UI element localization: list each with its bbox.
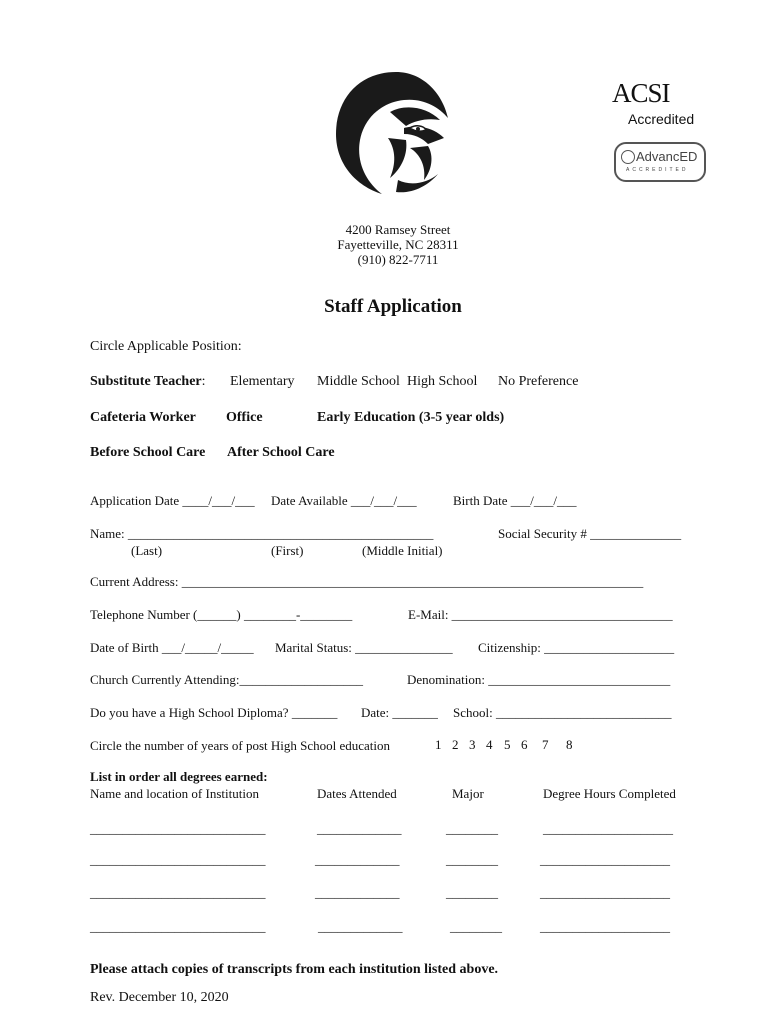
diploma-date-field[interactable]: Date: _______ bbox=[361, 705, 438, 720]
address-phone: (910) 822-7711 bbox=[357, 252, 439, 267]
school-field[interactable]: School: ___________________________ bbox=[453, 705, 672, 720]
col-dates-header: Dates Attended bbox=[317, 786, 397, 801]
option-after-school-care: After School Care bbox=[227, 445, 335, 460]
degree-row-3-hours[interactable]: ____________________ bbox=[540, 885, 670, 900]
degree-row-1-institution[interactable]: ___________________________ bbox=[90, 821, 266, 836]
denomination-field[interactable]: Denomination: ____________________________ bbox=[407, 672, 671, 687]
name-field[interactable]: Name: _______________________________________________ bbox=[90, 526, 434, 541]
diploma-field[interactable]: Do you have a High School Diploma? _______ bbox=[90, 705, 338, 720]
substitute-teacher-label: Substitute Teacher: bbox=[90, 374, 206, 389]
degree-row-4-hours[interactable]: ____________________ bbox=[540, 919, 670, 934]
name-middle-label: (Middle Initial) bbox=[362, 543, 443, 558]
address-street: 4200 Ramsey Street bbox=[345, 222, 451, 237]
degree-row-4-major[interactable]: ________ bbox=[450, 919, 502, 934]
circle-position-label: Circle Applicable Position: bbox=[90, 339, 242, 354]
name-last-label: (Last) bbox=[131, 543, 163, 558]
degree-row-1-dates[interactable]: _____________ bbox=[317, 821, 402, 836]
dob-field[interactable]: Date of Birth ___/_____/_____ bbox=[90, 640, 254, 655]
eagle-logo bbox=[330, 68, 462, 200]
transcripts-note: Please attach copies of transcripts from each institution listed above. bbox=[90, 962, 499, 977]
option-cafeteria-worker: Cafeteria Worker bbox=[90, 410, 196, 425]
date-available-field[interactable]: Date Available ___/___/___ bbox=[271, 493, 417, 508]
name-first-label: (First) bbox=[271, 543, 304, 558]
year-option-6[interactable]: 6 bbox=[521, 737, 528, 752]
acsi-accredited-label: Accredited bbox=[628, 111, 695, 127]
degree-row-2-hours[interactable]: ____________________ bbox=[540, 852, 670, 867]
col-hours-header: Degree Hours Completed bbox=[543, 786, 676, 801]
option-early-education: Early Education (3-5 year olds) bbox=[317, 410, 505, 425]
church-field[interactable]: Church Currently Attending:___________________ bbox=[90, 672, 363, 687]
degree-row-4-institution[interactable]: ___________________________ bbox=[90, 919, 266, 934]
advanced-wordmark: AdvancED bbox=[636, 149, 698, 164]
email-field[interactable]: E-Mail: __________________________________ bbox=[408, 607, 673, 622]
degree-row-1-major[interactable]: ________ bbox=[446, 821, 498, 836]
year-option-2[interactable]: 2 bbox=[452, 737, 459, 752]
current-address-field[interactable]: Current Address: _______________________________________________________________________ bbox=[90, 574, 644, 589]
option-middle-school: Middle School bbox=[317, 374, 400, 389]
degree-row-3-institution[interactable]: ___________________________ bbox=[90, 885, 266, 900]
degrees-heading: List in order all degrees earned: bbox=[90, 769, 268, 784]
year-option-1[interactable]: 1 bbox=[435, 737, 442, 752]
telephone-field[interactable]: Telephone Number (______) ________-________ bbox=[90, 607, 353, 622]
year-option-3[interactable]: 3 bbox=[469, 737, 476, 752]
globe-icon bbox=[621, 150, 635, 164]
year-option-4[interactable]: 4 bbox=[486, 737, 493, 752]
acsi-wordmark: ACSI bbox=[612, 78, 670, 108]
col-major-header: Major bbox=[452, 786, 484, 801]
year-option-8[interactable]: 8 bbox=[566, 737, 573, 752]
option-before-school-care: Before School Care bbox=[90, 445, 206, 460]
advanced-accredited-logo bbox=[614, 142, 706, 182]
ssn-field[interactable]: Social Security # ______________ bbox=[498, 526, 682, 541]
degree-row-1-hours[interactable]: ____________________ bbox=[543, 821, 673, 836]
degree-row-3-dates[interactable]: _____________ bbox=[315, 885, 400, 900]
address-city: Fayetteville, NC 28311 bbox=[337, 237, 459, 252]
degree-row-2-major[interactable]: ________ bbox=[446, 852, 498, 867]
year-option-7[interactable]: 7 bbox=[542, 737, 549, 752]
col-institution-header: Name and location of Institution bbox=[90, 786, 259, 801]
degree-row-3-major[interactable]: ________ bbox=[446, 885, 498, 900]
option-high-school: High School bbox=[407, 374, 478, 389]
citizenship-field[interactable]: Citizenship: ____________________ bbox=[478, 640, 675, 655]
marital-status-field[interactable]: Marital Status: _______________ bbox=[275, 640, 453, 655]
acsi-accredited-logo bbox=[612, 78, 704, 130]
degree-row-2-dates[interactable]: _____________ bbox=[315, 852, 400, 867]
year-option-5[interactable]: 5 bbox=[504, 737, 511, 752]
birth-date-field[interactable]: Birth Date ___/___/___ bbox=[453, 493, 577, 508]
revision-date: Rev. December 10, 2020 bbox=[90, 990, 229, 1005]
degree-row-2-institution[interactable]: ___________________________ bbox=[90, 852, 266, 867]
option-no-preference: No Preference bbox=[498, 374, 579, 389]
page-title: Staff Application bbox=[324, 296, 462, 317]
application-date-field[interactable]: Application Date ____/___/___ bbox=[90, 493, 255, 508]
option-office: Office bbox=[226, 410, 263, 425]
advanced-sub-label: ACCREDITED bbox=[626, 167, 689, 173]
years-education-label: Circle the number of years of post High School education bbox=[90, 738, 391, 753]
degree-row-4-dates[interactable]: _____________ bbox=[318, 919, 403, 934]
option-elementary: Elementary bbox=[230, 374, 295, 389]
